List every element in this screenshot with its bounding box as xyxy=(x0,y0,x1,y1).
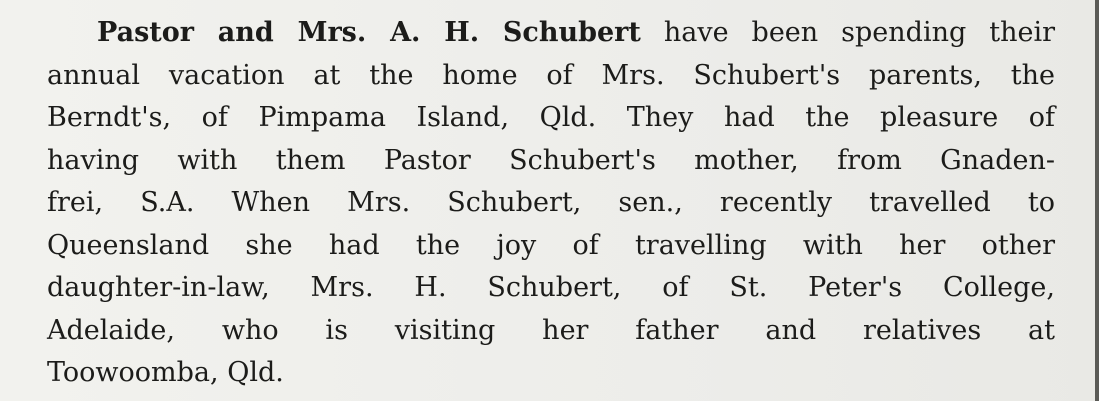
page-edge-shadow xyxy=(1095,0,1099,401)
article-line-1-rest: have been spending their xyxy=(640,17,1055,48)
article-line-9: Toowoomba, Qld. xyxy=(47,357,284,388)
article-line-3: Berndt's, of Pimpama Island, Qld. They had the pleasure of xyxy=(47,102,1055,133)
article-line-5: frei, S.A. When Mrs. Schubert, sen., recently travelled to xyxy=(47,187,1055,218)
article-line-4: having with them Pastor Schubert's mother, from Gnaden- xyxy=(47,144,1055,176)
article-line-7: daughter-in-law, Mrs. H. Schubert, of St. Peter's College, xyxy=(47,272,1055,303)
lead-name: Pastor and Mrs. A. H. Schubert xyxy=(97,17,641,48)
article-line-6: Queensland she had the joy of travelling with her other xyxy=(47,229,1055,261)
article-paragraph xyxy=(47,12,1055,395)
article-line-1 xyxy=(47,12,1055,55)
article-line-2: annual vacation at the home of Mrs. Schubert's parents, the xyxy=(47,59,1055,91)
article-line-8: Adelaide, who is visiting her father and relatives at xyxy=(47,314,1055,346)
